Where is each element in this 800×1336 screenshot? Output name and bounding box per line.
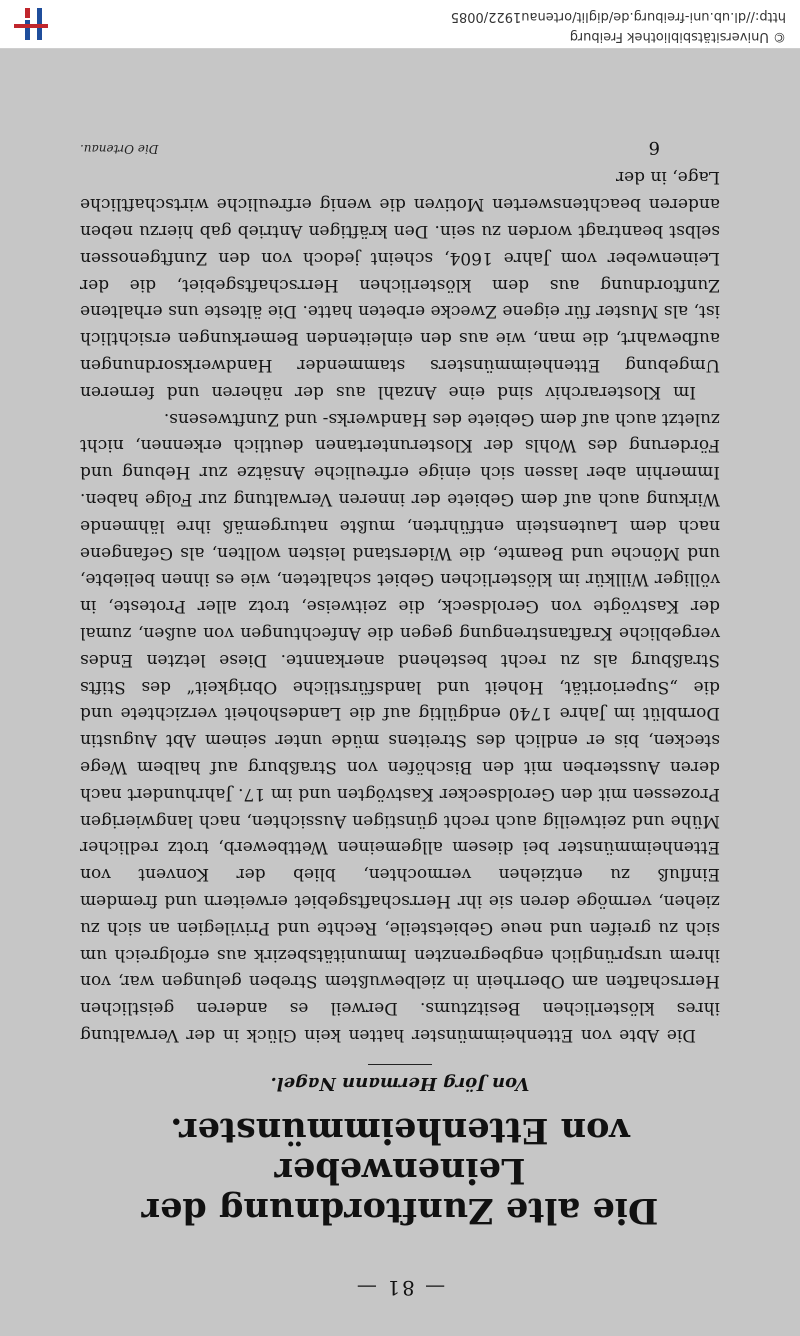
paragraph: Die Abte von Ettenheimmünster hatten kein Glück in der Verwaltung ihres klösterlichen Besitztums. Derweil es anderen geistlichen Herrschaften am Oberrhein in zielbewußtem Streben gelungen war, von ihrem ursprünglich engbegrenzten Immunitätsbezirk aus erfolgreich um sich zu greifen und neue Gebietsteile, Rechte und Privilegien an sich zu ziehen, vermöge deren sie ihr Herrschaftsgebiet erweitern und fremdem Einfluß zu entziehen vermochten, blieb der Konvent von Ettenheimmünster bei diesem allgemeinen Wettbewerb, trotz redlicher Mühe und zeitweilig auch recht günstigen Aussichten, nach langwierigen Prozessen mit den Geroldsecker Kastvögten und im 17. Jahrhundert nach deren Aussterben mit den Bischöfen von Straßburg auf halbem Wege stecken, bis er endlich des Streitens müde unter seinem Abt Augustin Dornblüt im Jahre 1740 endgültig auf die Landeshoheit verzichtete und die „Superiorität, Hoheit und landsfürstliche Obrigkeit“ des Stifts Straßburg als zu recht bestehend anerkannte. Diese letzten Endes vergebliche Kraftanstrengung gegen die Anfechtungen von außen, zumal der Kastvögte von Geroldseck, die zeitweise, trotz aller Proteste, in völliger Willkür im klösterlichen Gebiet schalteten, wie es ihnen beliebte, und Mönche und Beamte, die Widerstand leisten wollten, als Gefangene nach dem Lautenstein entführten, mußte naturgemäß ihre lähmende Wirkung auch auf dem Gebiete der inneren Verwaltung zur Folge haben. Immerhin aber lassen sich einige erfreuliche Ansätze zur Hebung und Förderung des Wohls der Klosteruntertanen deutlich erkennen, nicht zuletzt auch auf dem Gebiete des Handwerks- und Zunftwesens. [80,408,720,1045]
viewer-header [0,0,800,49]
page-footer [80,134,720,158]
title-line-2: von Ettenheimmünster. [170,1110,630,1151]
paragraph: Im Klosterarchiv sind eine Anzahl aus der näheren und ferneren Umgebung Ettenheimmünsters stammender Handwerksordnungen aufbewahrt, die man, wie aus den einleitenden Bemerkungen ersichtlich ist, als Muster für eigene Zwecke erbeten hatte. Die älteste uns erhaltene Zunftordnung aus dem klösterlichen Herrschaftsgebiet, die der Leinenweber vom Jahre 1604, scheint jedoch von den Zunftgenossen selbst beantragt worden zu sein. Den kräftigen Antrieb gab hierzu neben anderen beachtenswerten Motiven die wenig erfreuliche wirtschaftliche Lage, in der [80,167,720,402]
university-logo-icon [14,6,48,42]
article-title [80,1110,720,1230]
title-divider [368,1064,432,1065]
footer-source: Die Ortenau. [80,141,159,156]
signature-mark: 6 [648,136,660,158]
source-url[interactable]: http://dl.ub.uni-freiburg.de/diglit/ortenau1922/0085 [450,9,786,24]
copyright-text: © Universitätsbibliothek Freiburg [569,29,786,44]
article-body [80,164,720,1048]
title-line-1: Die alte Zunftordnung der Leinenweber [141,1150,659,1231]
page-number: — 81 — [354,1276,446,1300]
scanned-page [0,48,800,1336]
author-line: Von Jörg Hermann Nagel. [270,1073,530,1094]
page-content [80,134,720,1300]
